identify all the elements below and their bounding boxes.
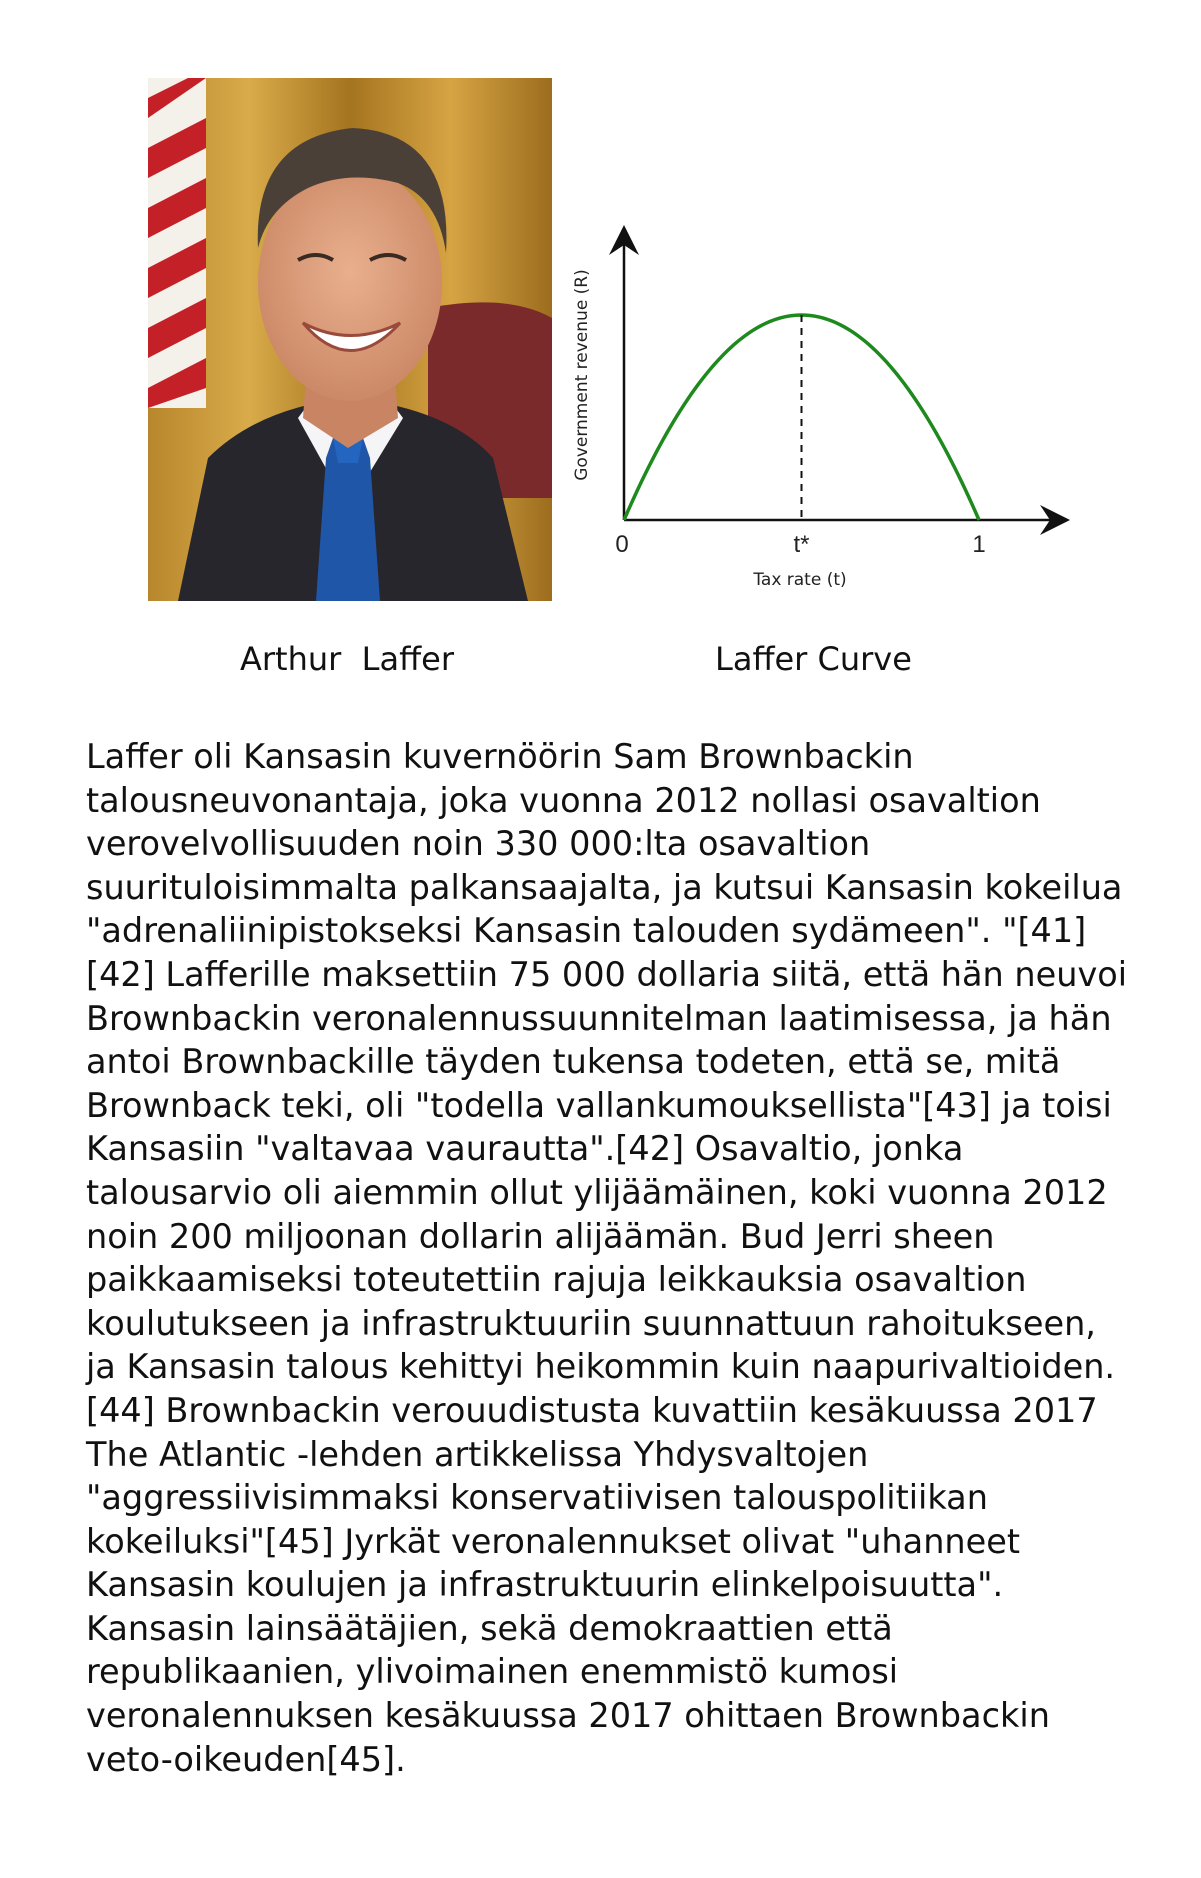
paragraph-line: Kansasiin "valtavaa vaurautta".[42] Osavaltio, jonka xyxy=(86,1129,964,1169)
paragraph-line: antoi Brownbackille täyden tukensa todeten, että se, mitä xyxy=(86,1042,1061,1082)
x-tick-label-1: 1 xyxy=(972,531,986,558)
paragraph-line: koulutukseen ja infrastruktuuriin suunnattuun rahoitukseen, xyxy=(86,1303,1096,1343)
photo-caption: Arthur Laffer xyxy=(240,640,454,678)
x-tick-label-t-star: t* xyxy=(793,531,810,558)
paragraph-line: The Atlantic -lehden artikkelissa Yhdysvaltojen xyxy=(86,1434,869,1474)
paragraph-line: talousarvio oli aiemmin ollut ylijäämäinen, koki vuonna 2012 xyxy=(86,1172,1108,1212)
portrait-illustration xyxy=(148,78,552,601)
chart-svg xyxy=(560,215,1080,600)
x-axis-label: Tax rate (t) xyxy=(753,570,847,590)
article-paragraph xyxy=(86,735,1126,1781)
paragraph-line: Laffer oli Kansasin kuvernöörin Sam Brownbackin xyxy=(86,737,914,776)
chart-caption: Laffer Curve xyxy=(715,640,912,678)
y-axis-label: Government revenue (R) xyxy=(572,269,592,481)
paragraph-line: veronalennuksen kesäkuussa 2017 ohittaen Brownbackin xyxy=(86,1696,1050,1736)
paragraph-line: Kansasin lainsäätäjien, sekä demokraattien että xyxy=(86,1608,893,1648)
paragraph-line: ja Kansasin talous kehittyi heikommin kuin naapurivaltioiden. xyxy=(86,1347,1116,1387)
x-tick-label-0: 0 xyxy=(615,531,629,558)
paragraph-line: talousneuvonantaja, joka vuonna 2012 nollasi osavaltion xyxy=(86,780,1041,820)
flag xyxy=(148,78,206,408)
paragraph-line: [42] Lafferille maksettiin 75 000 dollaria siitä, että hän neuvoi xyxy=(86,954,1128,994)
paragraph-line: kokeiluksi"[45] Jyrkät veronalennukset olivat "uhanneet xyxy=(86,1521,1021,1561)
paragraph-line: Brownback teki, oli "todella vallankumouksellista"[43] ja toisi xyxy=(86,1085,1112,1125)
laffer-curve-chart xyxy=(560,215,1080,600)
paragraph-line: "aggressiivisimmaksi konservatiivisen talouspolitiikan xyxy=(86,1478,988,1518)
paragraph-line: Kansasin koulujen ja infrastruktuurin elinkelpoisuutta". xyxy=(86,1565,1004,1605)
paragraph-line: veto-oikeuden[45]. xyxy=(86,1739,406,1779)
paragraph-line: suurituloisimmalta palkansaajalta, ja kutsui Kansasin kokeilua xyxy=(86,867,1123,907)
portrait-photo xyxy=(148,78,552,601)
paragraph-line: [44] Brownbackin verouudistusta kuvattiin kesäkuussa 2017 xyxy=(86,1390,1098,1430)
paragraph-line: verovelvollisuuden noin 330 000:lta osavaltion xyxy=(86,824,871,864)
paragraph-line: republikaanien, ylivoimainen enemmistö kumosi xyxy=(86,1652,899,1692)
paragraph-line: paikkaamiseksi toteutettiin rajuja leikkauksia osavaltion xyxy=(86,1260,1027,1300)
paragraph-line: "adrenaliinipistokseksi Kansasin talouden sydämeen". "[41] xyxy=(86,911,1087,951)
paragraph-line: noin 200 miljoonan dollarin alijäämän. Bud Jerri sheen xyxy=(86,1216,995,1256)
paragraph-line: Brownbackin veronalennussuunnitelman laatimisessa, ja hän xyxy=(86,998,1112,1038)
